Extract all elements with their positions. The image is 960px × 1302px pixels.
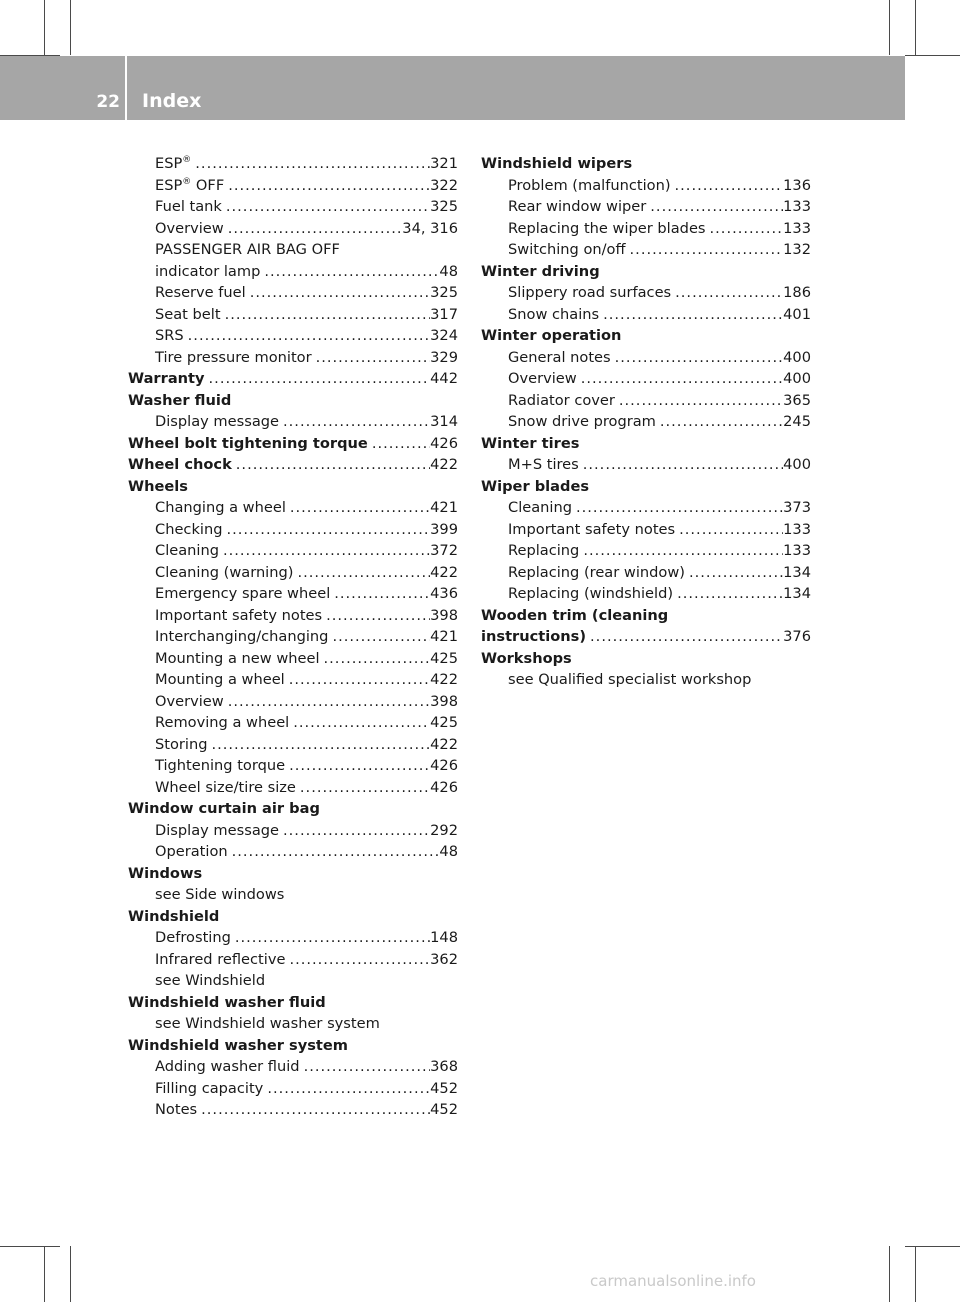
index-subentry (128, 691, 458, 713)
page-reference: 325 (430, 198, 458, 215)
index-entry (128, 992, 458, 1014)
entry-label: see Side windows (155, 886, 285, 903)
index-entry (481, 261, 811, 283)
crop-mark (915, 0, 916, 55)
entry-label: Replacing (rear window) (508, 563, 685, 581)
index-subentry (481, 239, 811, 261)
index-subentry (128, 605, 458, 627)
index-subentry (128, 1099, 458, 1121)
dot-leader (285, 755, 430, 777)
entry-label: Important safety notes (155, 606, 323, 624)
entry-label: Wheels (128, 477, 188, 495)
dot-leader (197, 1099, 430, 1121)
entry-label: Overview (155, 219, 224, 237)
entry-label: PASSENGER AIR BAG OFF (155, 241, 340, 258)
page-reference: 398 (430, 606, 458, 624)
entry-label: Reserve fuel (155, 284, 246, 301)
entry-label: ESP® (155, 155, 192, 172)
page-reference: 48 (439, 843, 458, 860)
dot-leader (706, 218, 784, 240)
page-reference: 421 (430, 499, 458, 516)
index-subentry (128, 325, 458, 347)
dot-leader (224, 175, 430, 197)
dot-leader (285, 669, 430, 691)
registered-mark: ® (182, 176, 192, 187)
index-subentry (481, 390, 811, 412)
page-reference: 136 (783, 176, 811, 194)
dot-leader (673, 583, 783, 605)
page-reference: 426 (430, 434, 458, 452)
index-subentry (128, 927, 458, 949)
dot-leader (685, 562, 783, 584)
index-subentry (128, 196, 458, 218)
dot-leader (646, 196, 783, 218)
entry-label: Emergency spare wheel (155, 585, 331, 602)
dot-leader (328, 626, 430, 648)
header-divider (125, 56, 127, 120)
index-entry (481, 476, 811, 498)
entry-label: M+S tires (508, 456, 579, 473)
dot-leader (296, 777, 430, 799)
entry-label: Cleaning (508, 499, 572, 516)
index-entry (128, 433, 458, 455)
dot-leader (330, 583, 430, 605)
page-reference: 399 (430, 520, 458, 538)
page-reference: 452 (430, 1101, 458, 1118)
index-subentry (128, 540, 458, 562)
index-subentry (481, 368, 811, 390)
dot-leader (207, 734, 430, 756)
entry-label: Tightening torque (155, 757, 286, 774)
dot-leader (191, 153, 430, 175)
index-entry (128, 454, 458, 476)
index-subentry (128, 1056, 458, 1078)
index-subentry (128, 734, 458, 756)
page-reference: 134 (783, 563, 811, 581)
dot-leader (675, 519, 783, 541)
index-entry (128, 368, 458, 390)
index-subentry (128, 497, 458, 519)
page-reference: 133 (783, 198, 811, 215)
entry-label: SRS (155, 327, 184, 344)
index-subentry (481, 669, 811, 691)
entry-label: Wheel size/tire size (155, 778, 296, 796)
index-subentry (128, 175, 458, 197)
index-subentry (128, 153, 458, 175)
page-reference: 400 (783, 370, 811, 387)
page-reference: 329 (430, 348, 458, 366)
page-reference: 186 (783, 284, 811, 301)
index-subentry (128, 239, 458, 261)
index-entry (128, 906, 458, 928)
page-reference: 292 (430, 821, 458, 839)
entry-label: Replacing the wiper blades (508, 219, 706, 237)
index-subentry (481, 347, 811, 369)
index-subentry (128, 626, 458, 648)
crop-mark (44, 0, 45, 55)
entry-label: Mounting a wheel (155, 671, 285, 688)
entry-label: Replacing (508, 542, 580, 559)
index-entry (128, 798, 458, 820)
index-subentry (128, 884, 458, 906)
dot-leader (320, 648, 431, 670)
index-subentry (481, 583, 811, 605)
page-reference: 132 (783, 241, 811, 258)
entry-label: Notes (155, 1101, 198, 1118)
page-reference: 426 (430, 757, 458, 774)
index-subentry (128, 648, 458, 670)
index-entry (481, 325, 811, 347)
entry-label: General notes (508, 348, 611, 366)
dot-leader (572, 497, 783, 519)
dot-leader (285, 949, 430, 971)
entry-label: Wiper blades (481, 477, 590, 495)
page-reference: 422 (430, 671, 458, 688)
index-entry (481, 626, 811, 648)
entry-label: Display message (155, 821, 280, 839)
index-subentry (128, 820, 458, 842)
entry-label: Adding washer fluid (155, 1058, 300, 1075)
index-subentry (128, 282, 458, 304)
crop-mark (0, 1246, 60, 1247)
entry-label: Windshield (128, 907, 220, 925)
index-entry (128, 1035, 458, 1057)
dot-leader (222, 196, 430, 218)
entry-label: ESP® OFF (155, 176, 225, 194)
dot-leader (289, 712, 430, 734)
page-reference: 314 (430, 413, 458, 430)
page-reference: 400 (783, 348, 811, 366)
dot-leader (611, 347, 784, 369)
entry-label: see Windshield (155, 972, 266, 989)
index-subentry (128, 841, 458, 863)
dot-leader (222, 519, 430, 541)
entry-label: Changing a wheel (155, 499, 286, 516)
entry-label: see Windshield washer system (155, 1015, 380, 1032)
page-reference: 422 (430, 456, 458, 473)
dot-leader (263, 1078, 430, 1100)
entry-label: Radiator cover (508, 391, 615, 409)
index-entry (481, 605, 811, 627)
entry-label: Cleaning (155, 542, 219, 559)
entry-label: Windshield washer system (128, 1036, 348, 1054)
entry-label: instructions) (481, 628, 587, 645)
page-reference: 321 (430, 155, 458, 172)
page-reference: 362 (430, 950, 458, 968)
page-reference: 368 (430, 1058, 458, 1075)
crop-mark (905, 1246, 960, 1247)
page-reference: 422 (430, 563, 458, 581)
index-subentry (481, 196, 811, 218)
index-subentry (481, 411, 811, 433)
index-subentry (128, 218, 458, 240)
crop-mark (70, 0, 71, 55)
index-subentry (481, 497, 811, 519)
entry-label: Overview (155, 692, 224, 710)
entry-label: Snow drive program (508, 413, 656, 430)
index-subentry (128, 583, 458, 605)
page-reference: 148 (430, 929, 458, 946)
dot-leader (279, 820, 430, 842)
entry-label: Windows (128, 864, 203, 882)
index-subentry (128, 411, 458, 433)
page-reference: 400 (783, 456, 811, 473)
index-subentry (128, 562, 458, 584)
index-column-right (481, 153, 811, 691)
page-reference: 436 (430, 585, 458, 602)
dot-leader (246, 282, 430, 304)
entry-label: Wheel bolt tightening torque (128, 434, 368, 452)
entry-label: Window curtain air bag (128, 800, 320, 817)
dot-leader (224, 691, 430, 713)
dot-leader (577, 368, 783, 390)
index-subentry (128, 304, 458, 326)
entry-label: Warranty (128, 370, 205, 387)
entry-label: Display message (155, 413, 280, 430)
page-reference: 365 (783, 391, 811, 409)
page-reference: 376 (783, 628, 811, 645)
entry-label: Tire pressure monitor (155, 348, 312, 366)
entry-label: Switching on/off (508, 241, 626, 258)
index-subentry (128, 712, 458, 734)
entry-label: Snow chains (508, 305, 600, 323)
index-entry (481, 648, 811, 670)
dot-leader (322, 605, 430, 627)
page-reference: 398 (430, 692, 458, 710)
index-subentry (128, 949, 458, 971)
page-reference: 425 (430, 714, 458, 731)
page-reference: 133 (783, 520, 811, 538)
index-entry (481, 433, 811, 455)
page-reference: 373 (783, 499, 811, 516)
dot-leader (260, 261, 439, 283)
dot-leader (228, 841, 440, 863)
page-reference: 426 (430, 778, 458, 796)
watermark: carmanualsonline.info (590, 1272, 756, 1290)
dot-leader (656, 411, 783, 433)
dot-leader (626, 239, 784, 261)
page-number: 22 (96, 92, 120, 112)
index-subentry (128, 519, 458, 541)
entry-label: Windshield wipers (481, 155, 633, 172)
index-subentry (481, 304, 811, 326)
entry-label: Removing a wheel (155, 714, 290, 731)
crop-mark (905, 55, 960, 56)
dot-leader (205, 368, 431, 390)
index-entry (128, 863, 458, 885)
page-reference: 133 (783, 219, 811, 237)
dot-leader (312, 347, 431, 369)
entry-label: Winter operation (481, 327, 622, 344)
entry-label: Winter driving (481, 262, 600, 280)
index-subentry (128, 1013, 458, 1035)
entry-label: Washer fluid (128, 391, 232, 409)
dot-leader (671, 282, 783, 304)
page-reference: 421 (430, 628, 458, 645)
dot-leader (286, 497, 430, 519)
page-reference: 372 (430, 542, 458, 559)
index-subentry (481, 454, 811, 476)
dot-leader (219, 540, 430, 562)
page-reference: 324 (430, 327, 458, 344)
entry-label: Seat belt (155, 305, 221, 323)
dot-leader (300, 1056, 431, 1078)
index-subentry (481, 519, 811, 541)
index-subentry (481, 282, 811, 304)
entry-label: Storing (155, 735, 208, 753)
page-reference: 245 (783, 413, 811, 430)
dot-leader (671, 175, 784, 197)
page-title: Index (142, 90, 202, 112)
entry-label: Problem (malfunction) (508, 176, 671, 194)
crop-mark (889, 0, 890, 55)
index-subentry (128, 669, 458, 691)
index-entry (128, 476, 458, 498)
entry-label: Rear window wiper (508, 198, 647, 215)
page-reference: 134 (783, 585, 811, 602)
page-reference: 317 (430, 305, 458, 323)
entry-label: Overview (508, 370, 577, 387)
index-subentry (128, 347, 458, 369)
entry-label: Workshops (481, 649, 572, 667)
dot-leader (579, 540, 783, 562)
page-reference: 425 (430, 649, 458, 667)
header-band (0, 56, 905, 120)
crop-mark (889, 1246, 890, 1302)
page-reference: 48 (439, 262, 458, 280)
entry-label: Cleaning (warning) (155, 563, 294, 581)
page-reference: 401 (783, 305, 811, 323)
entry-label: Slippery road surfaces (508, 284, 672, 301)
dot-leader (232, 454, 430, 476)
dot-leader (221, 304, 431, 326)
entry-label: see Qualified specialist workshop (508, 671, 752, 688)
entry-label: Wheel chock (128, 456, 232, 473)
entry-label: Windshield washer fluid (128, 993, 326, 1011)
crop-mark (70, 1246, 71, 1302)
entry-label: Replacing (windshield) (508, 585, 674, 602)
entry-label: Fuel tank (155, 198, 222, 215)
dot-leader (599, 304, 783, 326)
index-subentry (481, 175, 811, 197)
index-subentry (481, 562, 811, 584)
dot-leader (224, 218, 403, 240)
index-subentry (128, 261, 458, 283)
index-entry (128, 390, 458, 412)
entry-label: indicator lamp (155, 262, 261, 280)
index-subentry (128, 777, 458, 799)
dot-leader (184, 325, 430, 347)
index-entry (481, 153, 811, 175)
index-subentry (128, 1078, 458, 1100)
registered-mark: ® (182, 155, 192, 166)
dot-leader (615, 390, 783, 412)
page-reference: 133 (783, 542, 811, 559)
entry-label: Defrosting (155, 929, 231, 946)
entry-label: Infrared reflective (155, 950, 286, 968)
entry-label: Important safety notes (508, 520, 676, 538)
index-subentry (481, 218, 811, 240)
page-reference: 422 (430, 735, 458, 753)
index-subentry (128, 970, 458, 992)
index-subentry (481, 540, 811, 562)
dot-leader (279, 411, 430, 433)
index-subentry (128, 755, 458, 777)
page-reference: 322 (430, 176, 458, 194)
dot-leader (579, 454, 783, 476)
entry-label: Filling capacity (155, 1079, 264, 1097)
dot-leader (368, 433, 430, 455)
entry-label: Mounting a new wheel (155, 649, 320, 667)
dot-leader (231, 927, 430, 949)
dot-leader (293, 562, 430, 584)
entry-label: Winter tires (481, 434, 580, 452)
entry-label: Checking (155, 520, 223, 538)
crop-mark (915, 1246, 916, 1302)
entry-label: Operation (155, 843, 228, 860)
page-reference: 325 (430, 284, 458, 301)
page-reference: 442 (430, 370, 458, 387)
dot-leader (586, 626, 783, 648)
index-column-left (128, 153, 458, 1121)
entry-label: Wooden trim (cleaning (481, 606, 669, 624)
entry-label: Interchanging/changing (155, 628, 329, 645)
crop-mark (44, 1246, 45, 1302)
page-reference: 34, 316 (402, 219, 458, 237)
page-reference: 452 (430, 1079, 458, 1097)
